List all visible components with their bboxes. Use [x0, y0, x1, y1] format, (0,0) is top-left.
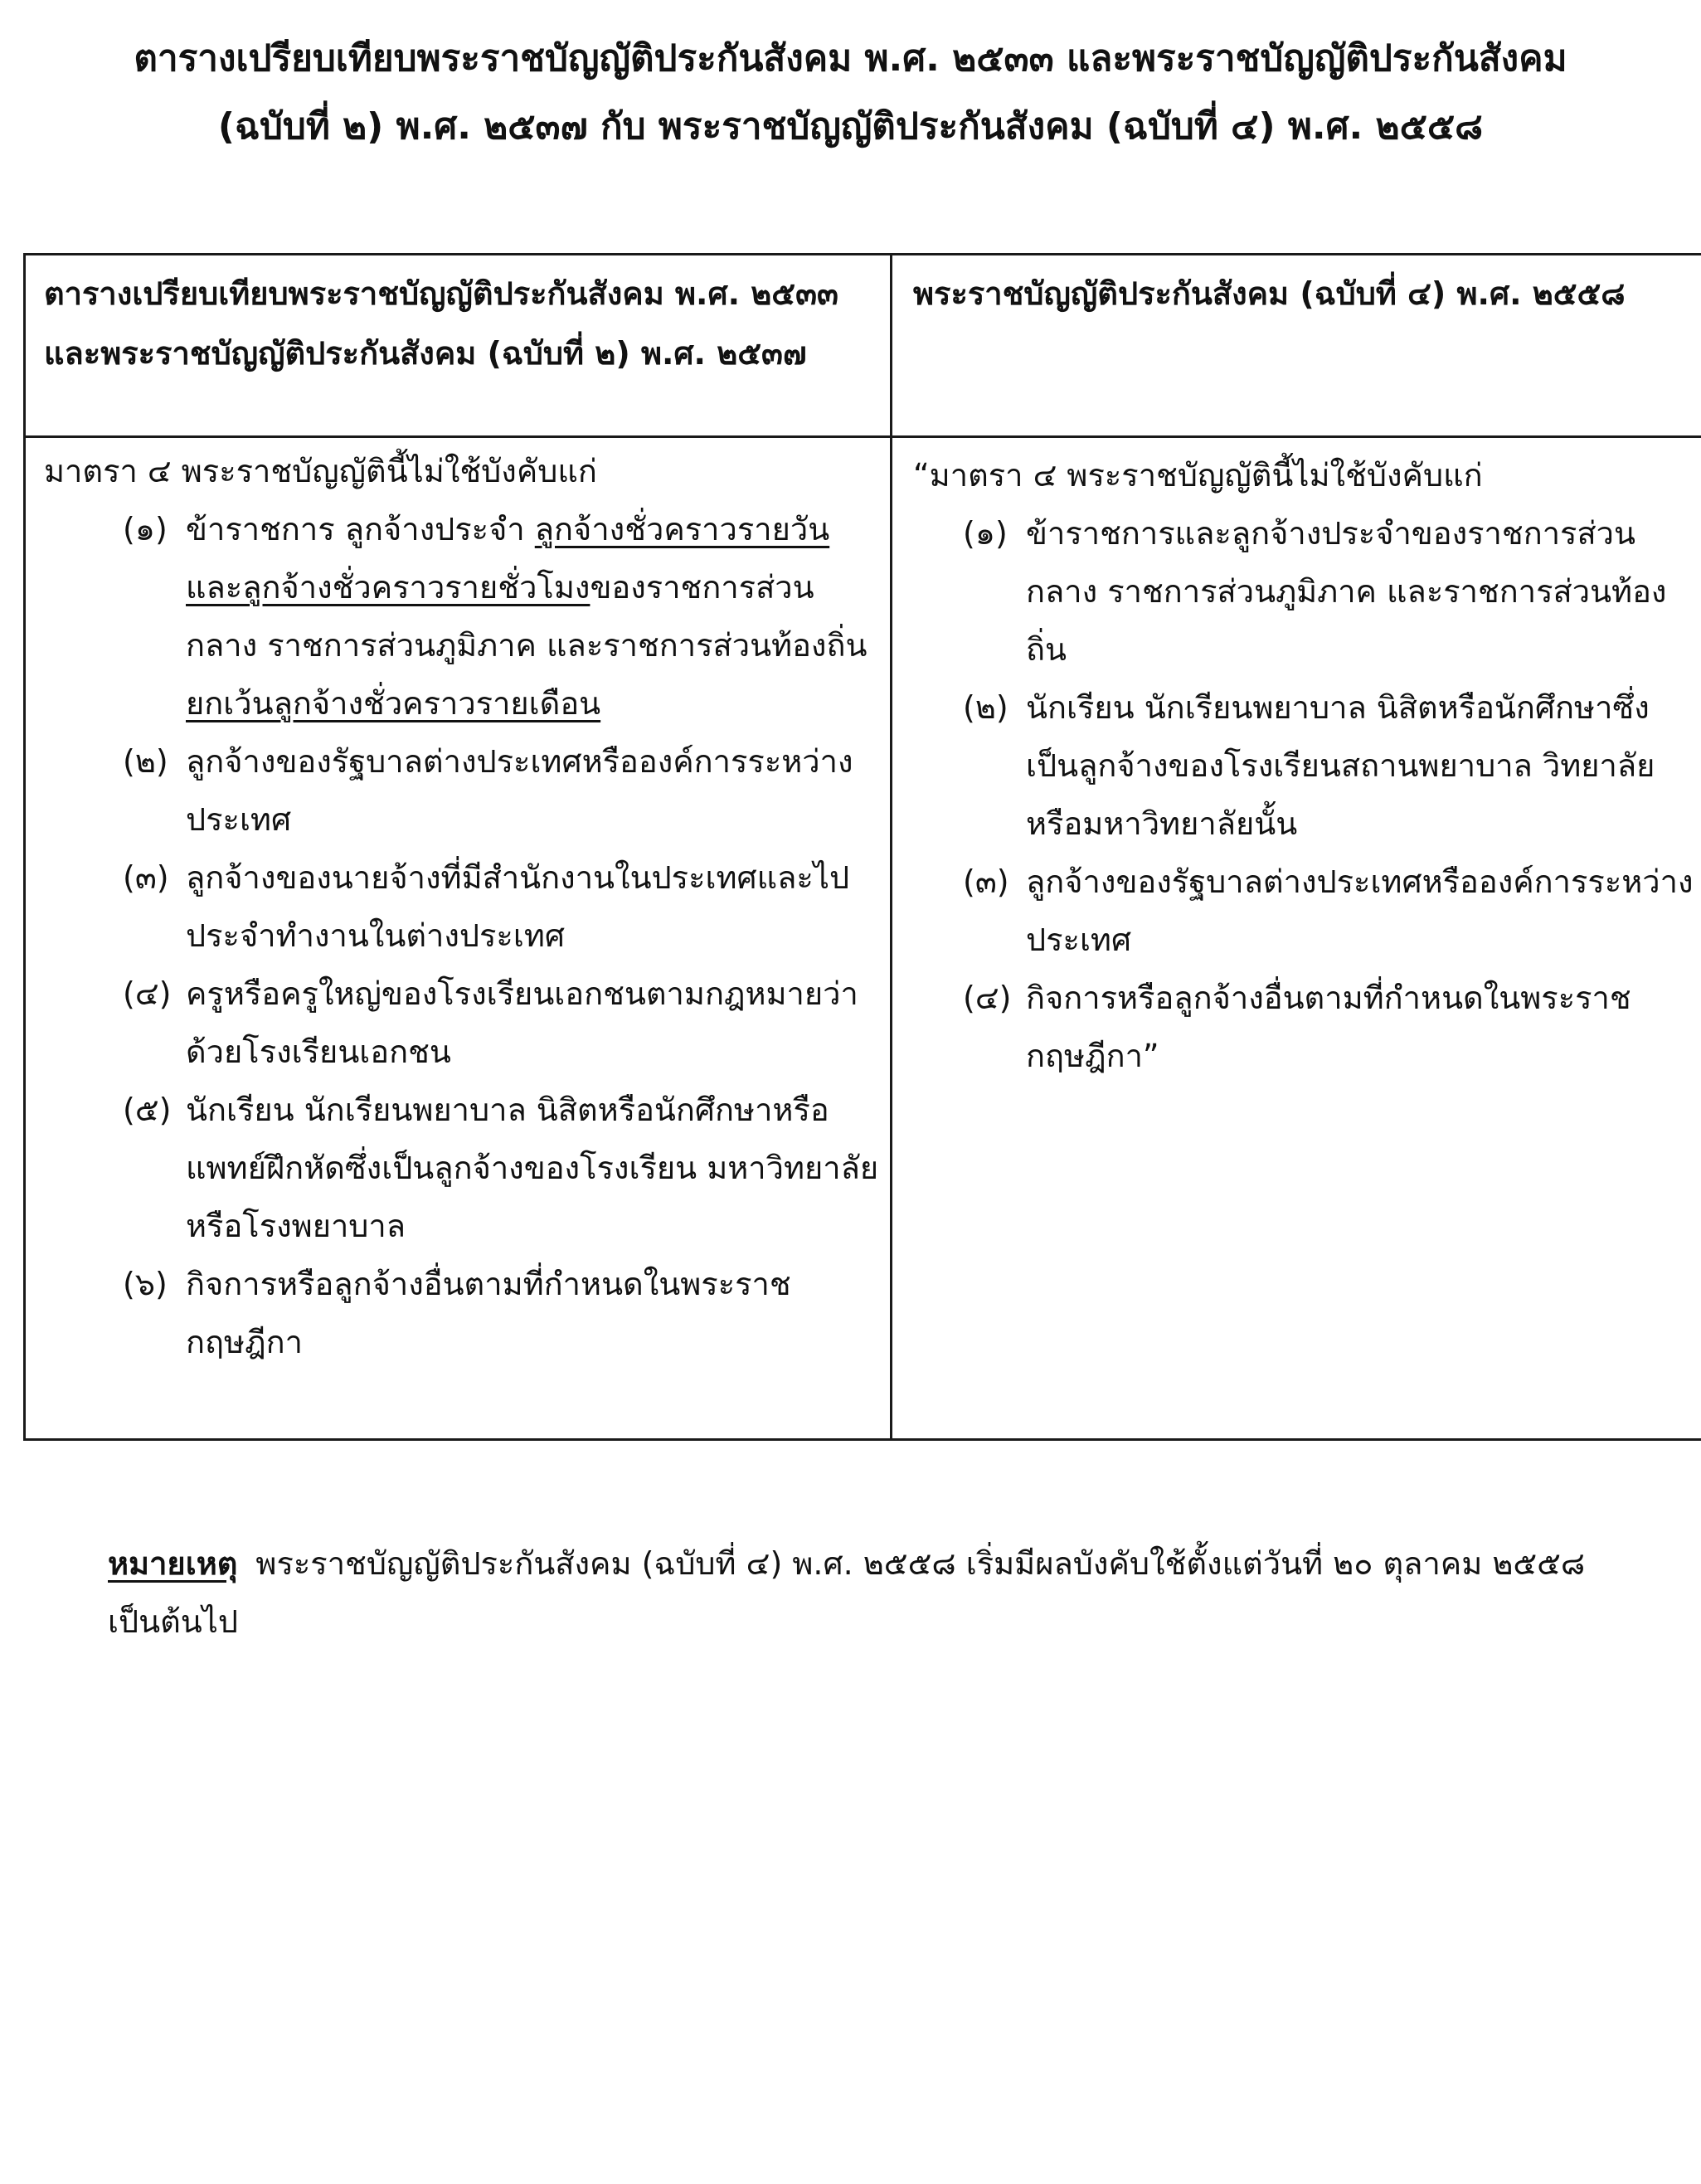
section-heading: มาตรา ๔ พระราชบัญญัตินี้ไม่ใช้บังคับแก่: [44, 453, 597, 489]
item-text: [186, 500, 882, 732]
note-label: หมายเหตุ: [108, 1545, 238, 1582]
item-text-part: ของราชการส่วนกลาง ราชการส่วนภูมิภาค และราชการส่วนท้องถิ่น: [186, 569, 868, 664]
list-item: [913, 504, 1701, 679]
item-text: กิจการหรือลูกจ้างอื่นตามที่กำหนดในพระราชกฤษฎีกา”: [1026, 980, 1631, 1074]
title-line-2: (ฉบับที่ ๒) พ.ศ. ๒๕๓๗ กับ พระราชบัญญัติประกันสังคม (ฉบับที่ ๔) พ.ศ. ๒๕๕๘: [217, 105, 1484, 148]
note-text: พระราชบัญญัติประกันสังคม (ฉบับที่ ๔) พ.ศ. ๒๕๕๘ เริ่มมีผลบังคับใช้ตั้งแต่วันที่ ๒๐ ตุลาคม ๒๕๕๘ เป็นต้นไป: [108, 1545, 1586, 1640]
item-number: (๔): [963, 980, 1012, 1016]
title-line-1: ตารางเปรียบเทียบพระราชบัญญัติประกันสังคม พ.ศ. ๒๕๓๓ และพระราชบัญญัติประกันสังคม: [134, 37, 1567, 80]
item-number: (๔): [123, 975, 172, 1012]
list-item: [913, 969, 1701, 1085]
list-item: [44, 500, 882, 732]
header-left: ตารางเปรียบเทียบพระราชบัญญัติประกันสังคม พ.ศ. ๒๕๓๓ และพระราชบัญญัติประกันสังคม (ฉบับที่ ๒) พ.ศ. ๒๕๓๗: [44, 275, 839, 372]
item-number: (๕): [123, 1092, 172, 1128]
comparison-table: [23, 253, 1701, 1441]
item-text: ลูกจ้างของรัฐบาลต่างประเทศหรือองค์การระหว่างประเทศ: [1026, 863, 1694, 958]
item-number: (๑): [123, 511, 168, 547]
footnote: [108, 1535, 1650, 1651]
item-text: ลูกจ้างของนายจ้างที่มีสำนักงานในประเทศและไปประจำทำงานในต่างประเทศ: [186, 859, 850, 954]
underlined-text: ยกเว้นลูกจ้างชั่วคราวรายเดือน: [186, 685, 601, 722]
header-divider: [26, 435, 1701, 438]
list-item: [44, 1081, 882, 1255]
item-number: (๖): [123, 1266, 168, 1302]
list-item: [913, 679, 1701, 853]
section-heading: “มาตรา ๔ พระราชบัญญัตินี้ไม่ใช้บังคับแก่: [913, 457, 1483, 494]
old-law-column: [44, 442, 882, 1371]
document-title: [0, 25, 1701, 161]
item-number: (๑): [963, 515, 1008, 552]
item-text: ข้าราชการและลูกจ้างประจำของราชการส่วนกลาง ราชการส่วนภูมิภาค และราชการส่วนท้องถิ่น: [1026, 515, 1667, 668]
column-divider: [890, 255, 892, 1438]
item-text: กิจการหรือลูกจ้างอื่นตามที่กำหนดในพระราชกฤษฎีกา: [186, 1266, 791, 1360]
list-item: [913, 853, 1701, 969]
list-item: [44, 849, 882, 965]
underlined-text: ลูกจ้างชั่วคราวรายวันและลูกจ้างชั่วคราวรายชั่วโมง: [186, 511, 830, 606]
item-text-part: ข้าราชการ ลูกจ้างประจำ: [186, 511, 535, 547]
item-number: (๒): [123, 743, 168, 780]
list-item: [44, 1255, 882, 1371]
item-number: (๓): [963, 863, 1009, 900]
list-item: [44, 732, 882, 849]
item-text: นักเรียน นักเรียนพยาบาล นิสิตหรือนักศึกษาซึ่งเป็นลูกจ้างของโรงเรียนสถานพยาบาล วิทยาลัย หรือมหาวิทยาลัยนั้น: [1026, 689, 1655, 842]
item-text: ครูหรือครูใหญ่ของโรงเรียนเอกชนตามกฎหมายว่าด้วยโรงเรียนเอกชน: [186, 975, 858, 1070]
list-item: [44, 965, 882, 1081]
item-number: (๓): [123, 859, 169, 896]
header-right: พระราชบัญญัติประกันสังคม (ฉบับที่ ๔) พ.ศ. ๒๕๕๘: [913, 275, 1626, 312]
item-number: (๒): [963, 689, 1008, 726]
item-text: ลูกจ้างของรัฐบาลต่างประเทศหรือองค์การระหว่างประเทศ: [186, 743, 853, 838]
new-law-column: [913, 446, 1701, 1085]
item-text: นักเรียน นักเรียนพยาบาล นิสิตหรือนักศึกษาหรือแพทย์ฝึกหัดซึ่งเป็นลูกจ้างของโรงเรียน มหาวิทยาลัย หรือโรงพยาบาล: [186, 1092, 879, 1244]
